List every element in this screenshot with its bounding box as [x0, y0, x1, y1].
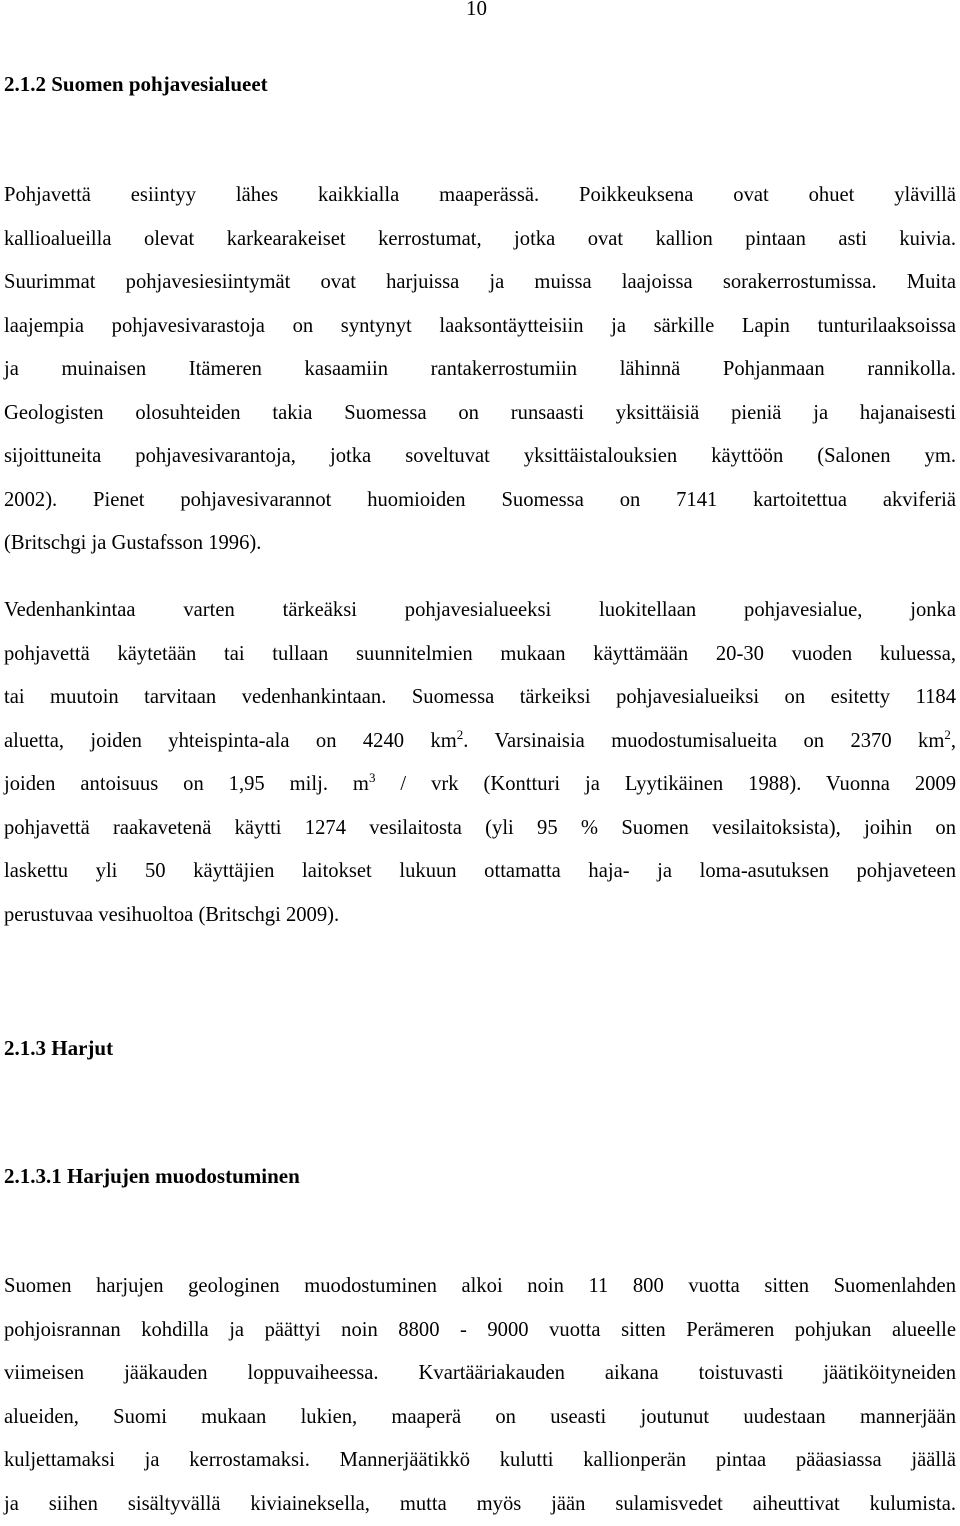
text-line: pohjavettä raakavetenä käytti 1274 vesilaitosta (yli 95 % Suomen vesilaitoksista), joihin on — [4, 807, 956, 851]
text-line: tai muutoin tarvitaan vedenhankintaan. Suomessa tärkeiksi pohjavesialueiksi on esitetty 1184 — [4, 676, 956, 720]
text-run: joiden antoisuus on 1,95 milj. m — [4, 773, 369, 795]
page-number: 10 — [466, 0, 487, 21]
paragraph-important-groundwater-areas — [4, 589, 956, 937]
paragraph-groundwater-occurrence — [4, 174, 956, 566]
section-heading-2-1-2: 2.1.2 Suomen pohjavesialueet — [4, 72, 268, 97]
text-line: alueiden, Suomi mukaan lukien, maaperä on useasti joutunut uudestaan mannerjään — [4, 1396, 956, 1440]
text-line: Suurimmat pohjavesiesiintymät ovat harjuissa ja muissa laajoissa sorakerrostumissa. Muita — [4, 261, 956, 305]
superscript: 2 — [944, 727, 951, 742]
text-line: Suomen harjujen geologinen muodostuminen alkoi noin 11 800 vuotta sitten Suomenlahden — [4, 1265, 956, 1309]
text-line: laajempia pohjavesivarastoja on syntynyt laaksontäytteisiin ja särkille Lapin tunturilaaksoissa — [4, 305, 956, 349]
text-line: ja muinaisen Itämeren kasaamiin rantakerrostumiin lähinnä Pohjanmaan rannikolla. — [4, 348, 956, 392]
text-line: sijoittuneita pohjavesivarantoja, jotka soveltuvat yksittäistalouksien käyttöön (Salonen ym. — [4, 435, 956, 479]
text-line: kallioalueilla olevat karkearakeiset kerrostumat, jotka ovat kallion pintaan asti kuivia. — [4, 218, 956, 262]
text-line: Pohjavettä esiintyy lähes kaikkialla maaperässä. Poikkeuksena ovat ohuet ylävillä — [4, 174, 956, 218]
superscript: 3 — [369, 770, 376, 785]
text-line-with-superscript — [4, 763, 956, 807]
text-line: pohjavettä käytetään tai tullaan suunnitelmien mukaan käyttämään 20-30 vuoden kuluessa, — [4, 633, 956, 677]
text-line: ja siihen sisältyvällä kiviaineksella, mutta myös jään sulamisvedet aiheuttivat kulumista. — [4, 1483, 956, 1526]
superscript: 2 — [457, 727, 464, 742]
text-line: 2002). Pienet pohjavesivarannot huomioiden Suomessa on 7141 kartoitettua akviferiä — [4, 479, 956, 523]
text-run: . Varsinaisia muodostumisalueita on 2370 km — [463, 730, 944, 752]
text-line: laskettu yli 50 käyttäjien laitokset lukuun ottamatta haja- ja loma-asutuksen pohjaveteen — [4, 850, 956, 894]
text-run: aluetta, joiden yhteispinta-ala on 4240 km — [4, 730, 457, 752]
section-heading-2-1-3: 2.1.3 Harjut — [4, 1036, 113, 1061]
text-line: Vedenhankintaa varten tärkeäksi pohjavesialueeksi luokitellaan pohjavesialue, jonka — [4, 589, 956, 633]
text-line: pohjoisrannan kohdilla ja päättyi noin 8800 - 9000 vuotta sitten Perämeren pohjukan alueelle — [4, 1309, 956, 1353]
text-line: kuljettamaksi ja kerrostamaksi. Mannerjäätikkö kulutti kallionperän pintaa pääasiassa jäällä — [4, 1439, 956, 1483]
text-line: Geologisten olosuhteiden takia Suomessa on runsaasti yksittäisiä pieniä ja hajanaisesti — [4, 392, 956, 436]
text-run: / vrk (Kontturi ja Lyytikäinen 1988). Vuonna 2009 — [375, 773, 956, 795]
section-heading-2-1-3-1: 2.1.3.1 Harjujen muodostuminen — [4, 1164, 300, 1189]
text-line: viimeisen jääkauden loppuvaiheessa. Kvartääriakauden aikana toistuvasti jäätiköityneiden — [4, 1352, 956, 1396]
paragraph-esker-formation — [4, 1265, 956, 1526]
text-line-with-superscripts — [4, 720, 956, 764]
text-line: (Britschgi ja Gustafsson 1996). — [4, 522, 956, 566]
text-run: , — [951, 730, 956, 752]
text-line: perustuvaa vesihuoltoa (Britschgi 2009). — [4, 894, 956, 938]
